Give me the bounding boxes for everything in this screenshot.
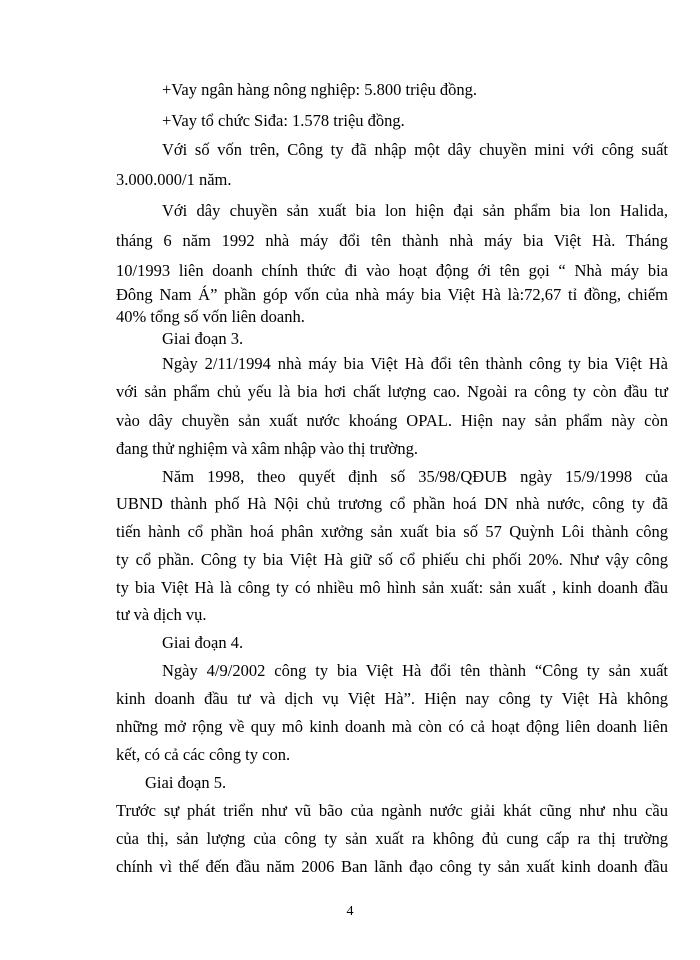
text-line-2: +Vay tổ chức Siđa: 1.578 triệu đồng.: [162, 111, 405, 130]
text-line-24: những mở rộng về quy mô kinh doanh mà còn có cả hoạt động liên doanh liên: [116, 717, 668, 736]
text-line-12: với sản phẩm chủ yếu là bia hơi chất lượng cao. Ngoài ra công ty còn đầu tư: [116, 382, 668, 401]
text-line-15: Năm 1998, theo quyết định số 35/98/QĐUB ngày 15/9/1998 của: [162, 467, 668, 486]
text-line-29: chính vì thế đến đầu năm 2006 Ban lãnh đạo công ty sản xuất kinh doanh đầu: [116, 857, 668, 876]
text-line-13: vào dây chuyền sản xuất nước khoáng OPAL. Hiện nay sản phẩm này còn: [116, 411, 668, 430]
text-line-19: ty bia Việt Hà là công ty có nhiều mô hình sản xuất: sản xuất , kinh doanh đầu: [116, 578, 668, 597]
text-line-1: +Vay ngân hàng nông nghiệp: 5.800 triệu đồng.: [162, 80, 477, 99]
text-line-11: Ngày 2/11/1994 nhà máy bia Việt Hà đổi tên thành công ty bia Việt Hà: [162, 354, 668, 373]
text-line-18: ty cổ phần. Công ty bia Việt Hà giữ số cổ phiếu chi phối 20%. Như vậy công: [116, 550, 668, 569]
text-line-20: tư và dịch vụ.: [116, 605, 207, 624]
text-line-14: đang thử nghiệm và xâm nhập vào thị trường.: [116, 439, 419, 458]
section-heading-4: Giai đoạn 4.: [162, 633, 244, 652]
text-line-6: tháng 6 năm 1992 nhà máy đổi tên thành nhà máy bia Việt Hà. Tháng: [116, 231, 668, 250]
text-line-17: tiến hành cổ phần hoá phân xưởng sản xuất bia số 57 Quỳnh Lôi thành công: [116, 522, 668, 541]
text-line-27: Trước sự phát triển như vũ bão của ngành nước giải khát cũng như nhu cầu: [116, 801, 668, 820]
text-line-3: Với số vốn trên, Công ty đã nhập một dây chuyền mini với công suất: [162, 140, 668, 159]
text-line-9: 40% tổng số vốn liên doanh.: [116, 307, 305, 326]
section-heading-3: Giai đoạn 3.: [162, 329, 244, 348]
text-line-5: Với dây chuyền sản xuất bia lon hiện đại sản phẩm bia lon Halida,: [162, 201, 668, 220]
text-line-7: 10/1993 liên doanh chính thức đi vào hoạt động ới tên gọi “ Nhà máy bia: [116, 261, 668, 280]
text-line-23: kinh doanh đầu tư và dịch vụ Việt Hà”. Hiện nay công ty Việt Hà không: [116, 689, 668, 708]
text-line-4: 3.000.000/1 năm.: [116, 170, 232, 189]
text-line-28: của thị, sản lượng của công ty sản xuất ra không đủ cung cấp ra thị trường: [116, 829, 668, 848]
page-number: 4: [346, 904, 354, 919]
text-line-25: kết, có cả các công ty con.: [116, 745, 291, 764]
text-line-16: UBND thành phố Hà Nội chủ trương cổ phần hoá DN nhà nước, công ty đã: [116, 494, 668, 513]
text-line-8: Đông Nam Á” phần góp vốn của nhà máy bia Việt Hà là:72,67 tỉ đồng, chiếm: [116, 285, 668, 304]
section-heading-5: Giai đoạn 5.: [145, 773, 227, 792]
text-line-22: Ngày 4/9/2002 công ty bia Việt Hà đổi tên thành “Công ty sản xuất: [162, 661, 668, 680]
